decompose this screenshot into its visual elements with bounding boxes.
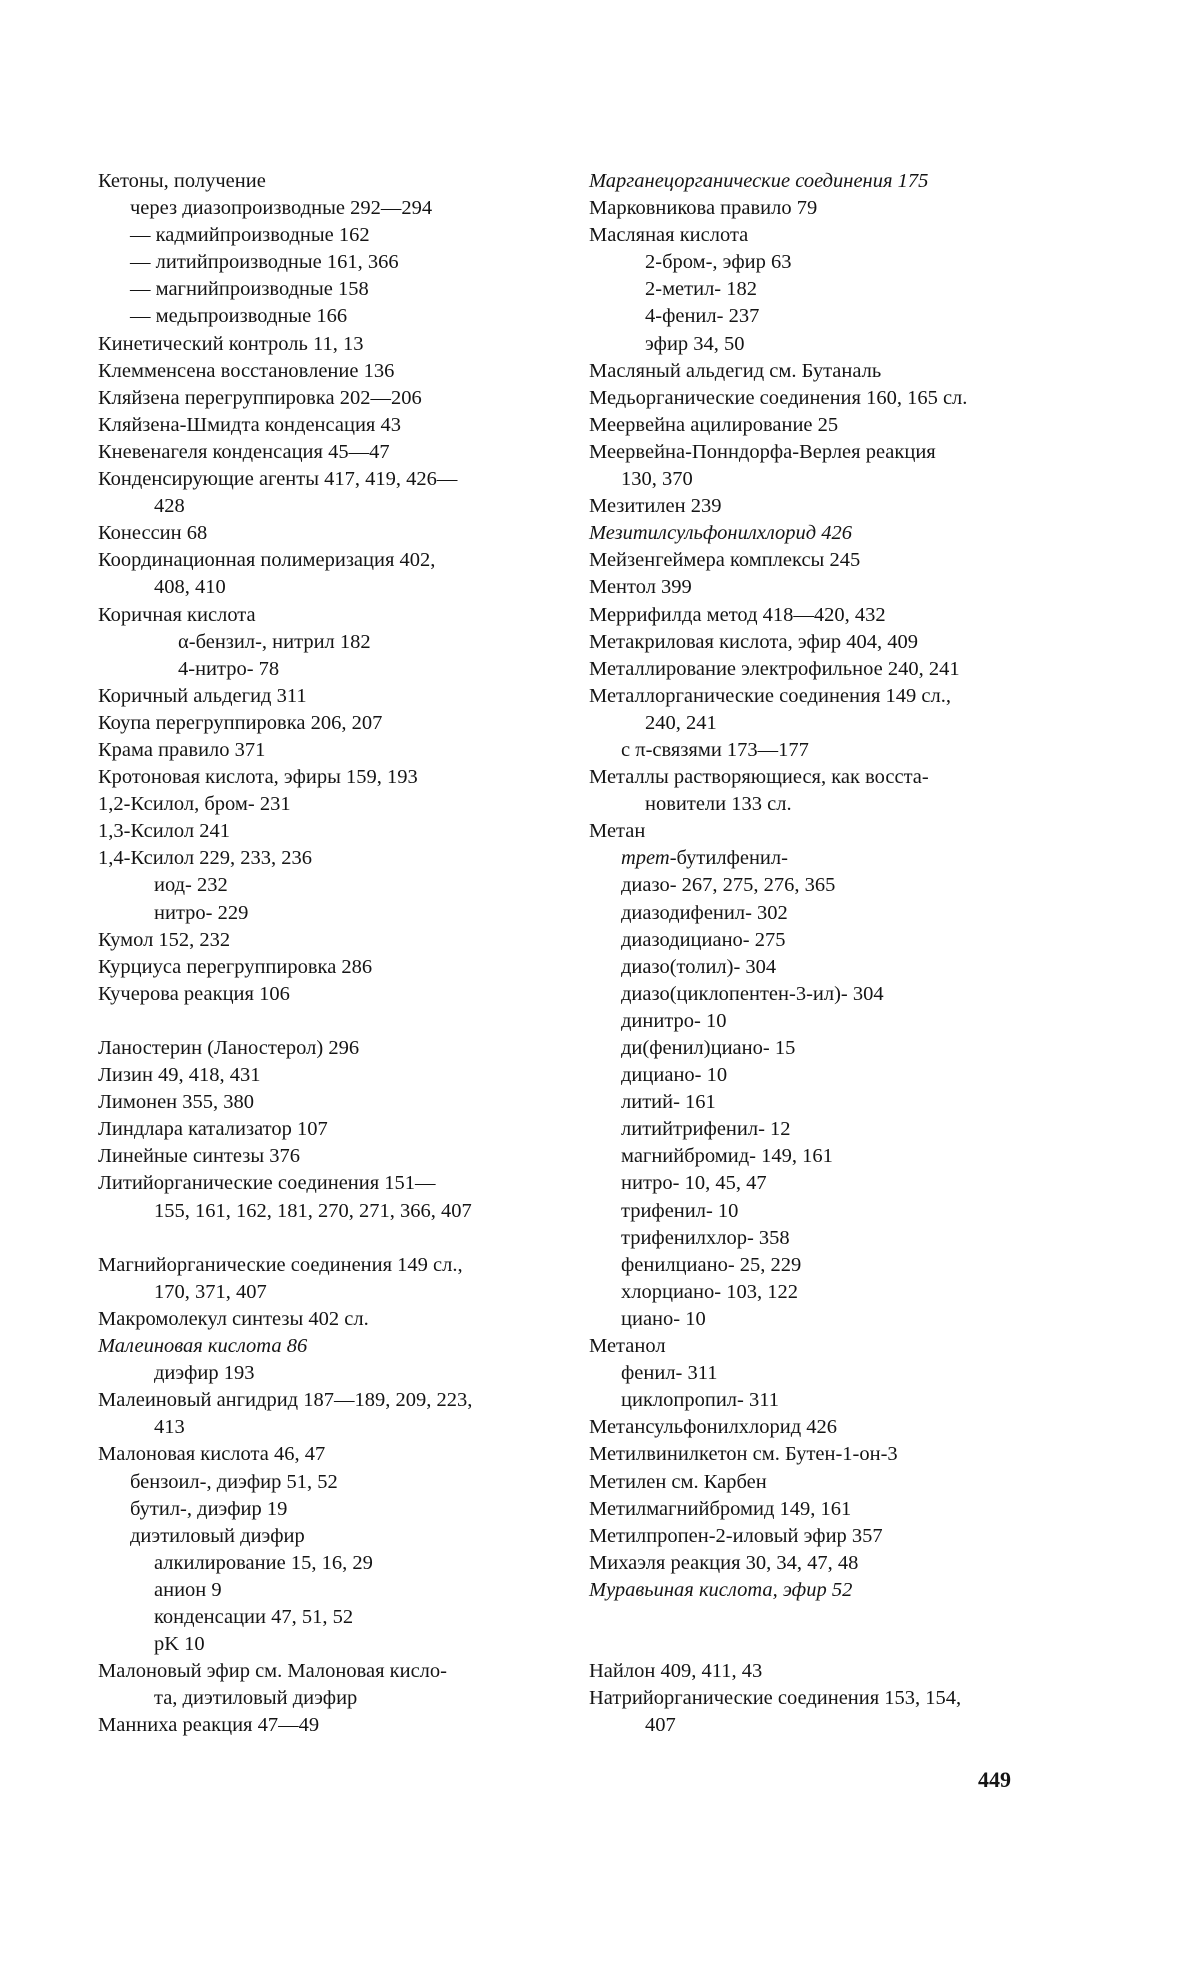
index-section-gap [98, 1008, 538, 1035]
index-entry: Мейзенгеймера комплексы 245 [589, 549, 861, 572]
index-subentry: циано- 10 [621, 1307, 706, 1330]
index-subentry: 155, 161, 162, 181, 270, 271, 366, 407 [154, 1199, 472, 1222]
index-subentry: диэтиловый диэфир [130, 1524, 305, 1547]
page-number: 449 [978, 1767, 1011, 1792]
index-entry: Малеиновый ангидрид 187—189, 209, 223, [98, 1389, 473, 1412]
index-entry: Малоновый эфир см. Малоновая кисло- [98, 1660, 447, 1683]
index-entry: Метакриловая кислота, эфир 404, 409 [589, 630, 918, 653]
index-subentry: 428 [154, 495, 185, 518]
index-entry: Метилмагнийбромид 149, 161 [589, 1497, 852, 1520]
index-entry: Метилвинилкетон см. Бутен-1-он-3 [589, 1443, 898, 1466]
index-entry: Металлирование электрофильное 240, 241 [589, 657, 960, 680]
index-subentry: — медьпроизводные 166 [130, 305, 348, 328]
index-entry: Кляйзена перегруппировка 202—206 [98, 386, 422, 409]
index-entry: Конденсирующие агенты 417, 419, 426— [98, 468, 458, 491]
index-subentry: с π-связями 173—177 [621, 738, 809, 761]
index-entry: Марковникова правило 79 [589, 197, 818, 220]
index-subentry: хлорциано- 103, 122 [621, 1280, 798, 1303]
index-subentry: 2-бром-, эфир 63 [645, 251, 792, 274]
index-entry: Меррифилда метод 418—420, 432 [589, 603, 886, 626]
index-subentry: фенилциано- 25, 229 [621, 1253, 802, 1276]
index-entry: Метанол [589, 1335, 666, 1358]
index-subentry: магнийбромид- 149, 161 [621, 1145, 833, 1168]
index-entry: Кинетический контроль 11, 13 [98, 332, 364, 355]
index-subentry: диазо- 267, 275, 276, 365 [621, 874, 836, 897]
index-entry: Масляная кислота [589, 224, 749, 247]
index-entry: Металлорганические соединения 149 сл., [589, 684, 951, 707]
index-subentry: конденсации 47, 51, 52 [154, 1605, 354, 1628]
index-entry: Медьорганические соединения 160, 165 сл. [589, 386, 968, 409]
index-entry: Коричный альдегид 311 [98, 684, 307, 707]
index-subentry: фенил- 311 [621, 1362, 718, 1385]
index-entry: Линдлара катализатор 107 [98, 1118, 328, 1141]
index-entry: Метансульфонилхлорид 426 [589, 1416, 838, 1439]
index-subentry: ди(фенил)циано- 15 [621, 1037, 796, 1059]
index-subentry: 130, 370 [621, 468, 693, 491]
index-subentry: 2-метил- 182 [645, 278, 758, 301]
index-subentry: 4-нитро- 78 [178, 657, 280, 680]
index-subentry: трифенилхлор- 358 [621, 1226, 790, 1249]
index-subentry: 240, 241 [645, 711, 717, 734]
index-entry: 1,3-Ксилол 241 [98, 820, 230, 843]
index-column-left [98, 168, 538, 1739]
index-entry: Кумол 152, 232 [98, 928, 231, 951]
index-entry: Линейные синтезы 376 [98, 1145, 300, 1168]
index-entry: Малоновая кислота 46, 47 [98, 1443, 326, 1466]
index-entry: Кучерова реакция 106 [98, 982, 290, 1005]
index-subentry: бутил-, диэфир 19 [130, 1497, 288, 1520]
index-entry: Масляный альдегид см. Бутаналь [589, 359, 882, 382]
index-subentry: анион 9 [154, 1578, 222, 1601]
index-subentry: диазо(циклопентен-3-ил)- 304 [621, 982, 884, 1005]
index-entry: Литийорганические соединения 151— [98, 1172, 436, 1195]
index-entry: Манниха реакция 47—49 [98, 1714, 320, 1737]
index-entry: Малеиновая кислота 86 [98, 1335, 308, 1358]
index-entry: Муравьиная кислота, эфир 52 [589, 1578, 853, 1601]
index-entry: 1,4-Ксилол 229, 233, 236 [98, 847, 312, 870]
index-subentry: диэфир 193 [154, 1362, 255, 1385]
index-subentry: литийтрифенил- 12 [621, 1118, 791, 1141]
index-entry: Конессин 68 [98, 522, 208, 545]
index-entry: Магнийорганические соединения 149 сл., [98, 1253, 463, 1276]
index-entry: Кротоновая кислота, эфиры 159, 193 [98, 766, 418, 789]
index-subentry: динитро- 10 [621, 1009, 727, 1032]
index-subentry: 4-фенил- 237 [645, 305, 760, 328]
index-entry: Кневенагеля конденсация 45—47 [98, 440, 390, 463]
index-section-gap [589, 1604, 1029, 1631]
index-subentry: pK 10 [154, 1633, 205, 1656]
index-entry: Найлон 409, 411, 43 [589, 1660, 763, 1683]
index-subentry: нитро- 10, 45, 47 [621, 1172, 767, 1195]
index-subentry: — литийпроизводные 161, 366 [130, 251, 399, 274]
index-entry: Ланостерин (Ланостерол) 296 [98, 1037, 360, 1059]
index-entry: Крама правило 371 [98, 738, 266, 761]
index-entry: Кетоны, получение [98, 170, 266, 192]
index-entry: Мезитилен 239 [589, 495, 722, 518]
index-entry: Метилпропен-2-иловый эфир 357 [589, 1524, 883, 1547]
index-entry: Меервейна ацилирование 25 [589, 413, 839, 436]
index-subentry: — кадмийпроизводные 162 [130, 224, 370, 247]
index-section-gap [98, 1225, 538, 1252]
index-subentry: алкилирование 15, 16, 29 [154, 1551, 373, 1574]
index-subentry: диазодициано- 275 [621, 928, 786, 951]
index-subentry: нитро- 229 [154, 901, 249, 924]
index-entry: Лимонен 355, 380 [98, 1091, 255, 1114]
index-subentry: α-бензил-, нитрил 182 [178, 630, 371, 653]
index-entry: Лизин 49, 418, 431 [98, 1064, 261, 1087]
index-subentry: — магнийпроизводные 158 [130, 278, 369, 301]
index-entry: Михаэля реакция 30, 34, 47, 48 [589, 1551, 859, 1574]
index-subentry: 408, 410 [154, 576, 226, 599]
index-subentry: иод- 232 [154, 874, 228, 897]
index-subentry: бензоил-, диэфир 51, 52 [130, 1470, 338, 1493]
index-entry: Металлы растворяющиеся, как восста- [589, 766, 929, 789]
index-entry: Ментол 399 [589, 576, 692, 599]
index-entry: Коричная кислота [98, 603, 256, 626]
index-entry: Метилен см. Карбен [589, 1470, 767, 1493]
index-subentry: 170, 371, 407 [154, 1280, 267, 1303]
index-subentry: диазо(толил)- 304 [621, 955, 777, 978]
index-entry: Кляйзена-Шмидта конденсация 43 [98, 413, 401, 436]
index-entry: Марганецорганические соединения 175 [589, 170, 929, 192]
index-subentry: диазодифенил- 302 [621, 901, 788, 924]
index-entry: Курциуса перегруппировка 286 [98, 955, 373, 978]
index-entry: Макромолекул синтезы 402 сл. [98, 1307, 369, 1330]
index-entry: 1,2-Ксилол, бром- 231 [98, 793, 291, 816]
index-subentry: та, диэтиловый диэфир [154, 1687, 358, 1710]
index-entry: Коупа перегруппировка 206, 207 [98, 711, 383, 734]
index-subentry: дициано- 10 [621, 1064, 728, 1087]
index-entry: Мезитилсульфонилхлорид 426 [589, 522, 853, 545]
index-subentry: 413 [154, 1416, 185, 1439]
index-entry: Меервейна-Понндорфа-Верлея реакция [589, 440, 936, 463]
index-entry: Клемменсена восстановление 136 [98, 359, 395, 382]
index-subentry: трифенил- 10 [621, 1199, 739, 1222]
index-subentry: эфир 34, 50 [645, 332, 745, 355]
index-subentry: через диазопроизводные 292—294 [130, 197, 433, 220]
index-column-right [589, 168, 1029, 1739]
index-entry: Натрийорганические соединения 153, 154, [589, 1687, 962, 1710]
index-section-gap [589, 1631, 1029, 1658]
index-entry: Метан [589, 820, 646, 843]
index-subentry: новители 133 сл. [645, 793, 792, 816]
index-subentry: циклопропил- 311 [621, 1389, 779, 1412]
index-subentry: 407 [645, 1714, 676, 1737]
index-subentry: литий- 161 [621, 1091, 716, 1114]
index-entry: Координационная полимеризация 402, [98, 549, 436, 572]
index-subentry: трет-бутилфенил- [621, 847, 788, 870]
